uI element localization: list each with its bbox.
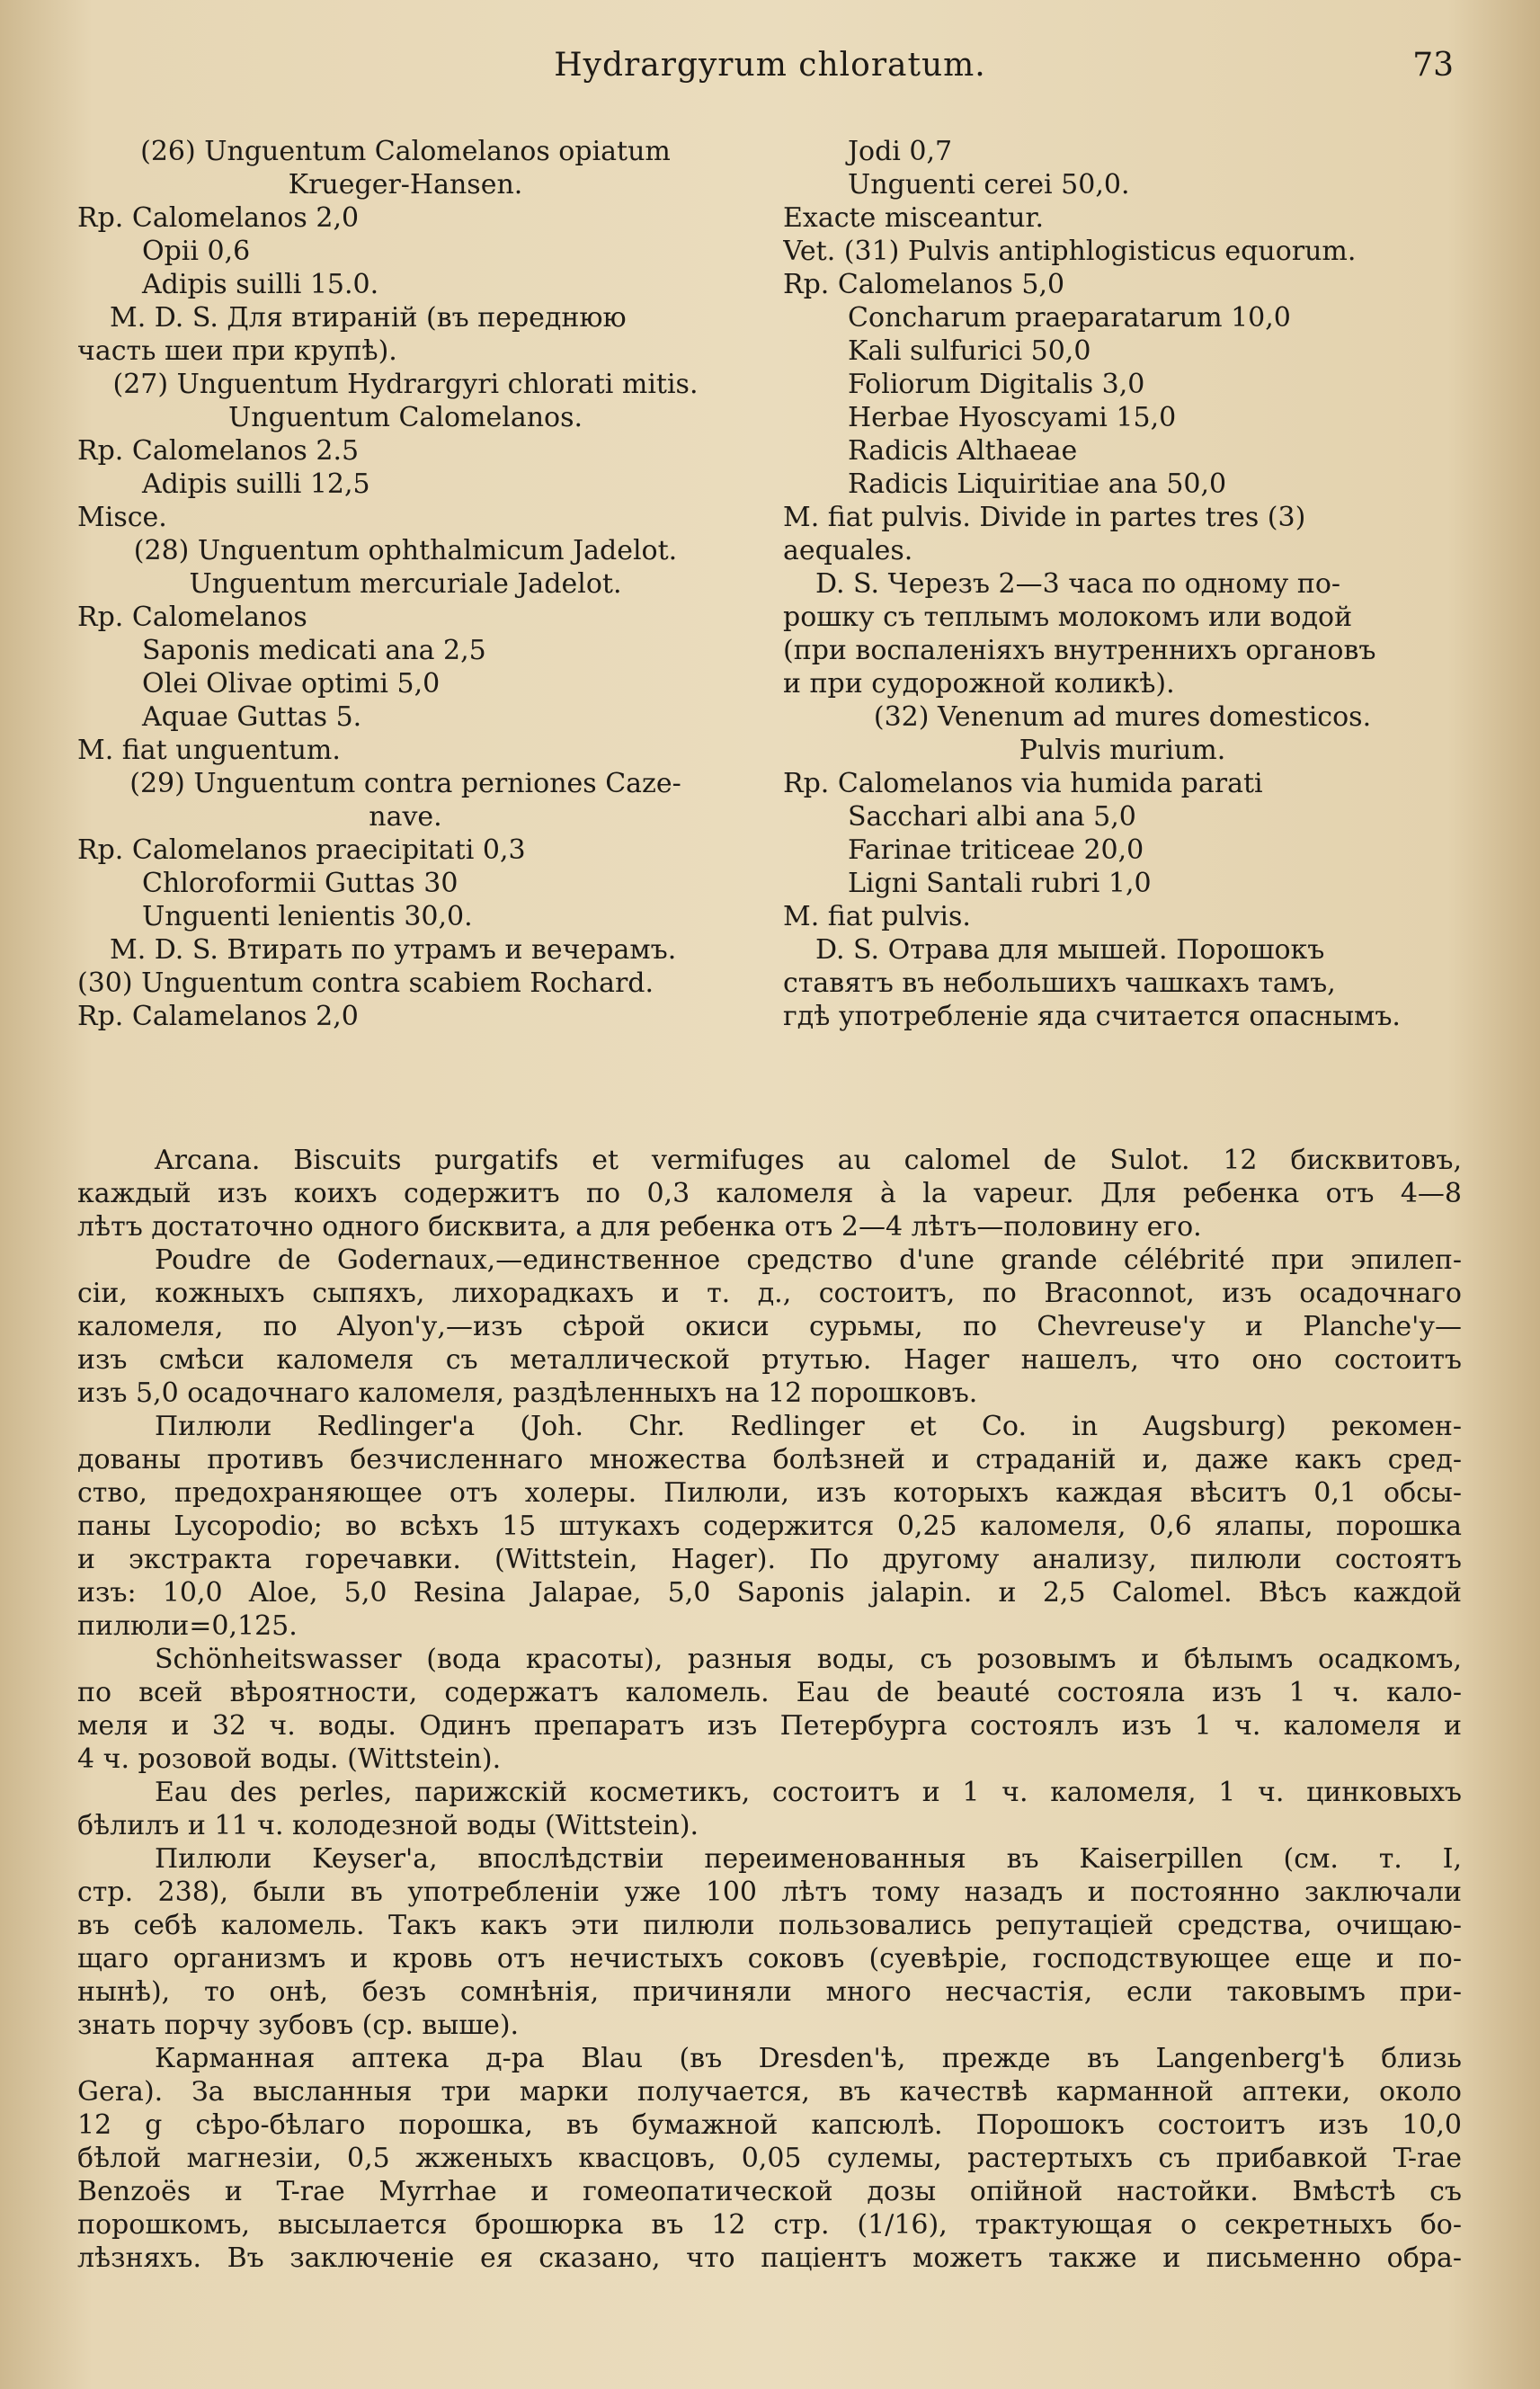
recipe-line: nave. [369,801,442,833]
recipe-line: Krueger-Hansen. [288,169,523,201]
recipe-line: (32) Venenum ad mures domesticos. [873,701,1372,733]
prose-line: меля и 32 ч. воды. Одинъ препаратъ изъ Петербурга состоялъ изъ 1 ч. каломеля и [77,1710,1462,1742]
recipe-line: Unguentum mercuriale Jadelot. [189,568,622,600]
recipe-line: M. fiat pulvis. [783,901,971,932]
recipe-line: M. fiat unguentum. [77,735,341,766]
prose-line: изъ: 10,0 Aloe, 5,0 Resina Jalapae, 5,0 Saponis jalapin. и 2,5 Calomel. Вѣсъ каждой [77,1577,1462,1609]
recipe-line: aequales. [783,535,913,566]
prose-line: 4 ч. розовой воды. (Wittstein). [77,1743,502,1775]
recipe-line: Radicis Althaeae [848,435,1078,467]
recipe-line: рошку съ теплымъ молокомъ или водой [783,602,1353,633]
recipe-line: Unguenti cerei 50,0. [848,169,1130,201]
prose-line: нынѣ), то онѣ, безъ сомнѣнія, причиняли много несчастія, если таковымъ при- [77,1976,1462,2008]
recipe-line: Ligni Santali rubri 1,0 [848,868,1152,899]
prose-line: и экстракта горечавки. (Wittstein, Hager). По другому анализу, пилюли состоятъ [77,1544,1462,1575]
recipe-line: Unguenti lenientis 30,0. [142,901,473,932]
recipe-line: Rp. Calamelanos 2,0 [77,1001,359,1032]
recipe-line: (при воспаленіяхъ внутреннихъ органовъ [783,635,1376,666]
prose-line: Arcana. Biscuits purgatifs et vermifuges au calomel de Sulot. 12 бисквитовъ, [155,1145,1462,1176]
recipe-line: Herbae Hyoscyami 15,0 [848,402,1177,433]
recipe-line: Jodi 0,7 [848,136,953,167]
recipe-line: часть шеи при крупѣ). [77,335,397,367]
recipe-line: Rp. Calomelanos via humida parati [783,768,1263,799]
recipe-line: Olei Olivae optimi 5,0 [142,668,441,700]
recipe-line: Vet. (31) Pulvis antiphlogisticus equorum. [783,236,1357,267]
prose-line: лѣзняхъ. Въ заключеніе ея сказано, что паціентъ можетъ также и письменно обра- [77,2242,1462,2274]
prose-line: въ себѣ каломель. Такъ какъ эти пилюли пользовались репутаціей средства, очищаю- [77,1910,1462,1941]
recipe-line: (26) Unguentum Calomelanos opiatum [140,136,671,167]
recipe-line: Rp. Calomelanos 5,0 [783,269,1065,300]
page-number: 73 [1412,47,1454,84]
prose-line: дованы противъ безчисленнаго множества болѣзней и страданій и, даже какъ сред- [77,1444,1462,1475]
recipe-line: и при судорожной коликѣ). [783,668,1175,700]
prose-line: изъ смѣси каломеля съ металлической ртутью. Hager нашелъ, что оно состоитъ [77,1344,1462,1376]
recipe-line: Concharum praeparatarum 10,0 [848,302,1291,334]
prose-section [77,1144,1462,2275]
recipe-line: Rp. Calomelanos praecipitati 0,3 [77,834,526,866]
recipe-line: Saponis medicati ana 2,5 [142,635,486,666]
prose-line: порошкомъ, высылается брошюрка въ 12 стр. (1/16), трактующая о секретныхъ бо- [77,2209,1462,2241]
prose-line: Eau des perles, парижскій косметикъ, состоитъ и 1 ч. каломеля, 1 ч. цинковыхъ [155,1777,1462,1808]
prose-line: сіи, кожныхъ сыпяхъ, лихорадкахъ и т. д., состоитъ, по Braconnot, изъ осадочнаго [77,1278,1462,1309]
recipe-line: (28) Unguentum ophthalmicum Jadelot. [133,535,678,566]
running-title: Hydrargyrum chloratum. [554,47,986,84]
prose-line: Benzoës и T-rae Myrrhae и гомеопатической дозы опійной настойки. Вмѣстѣ съ [77,2176,1462,2207]
recipe-line: Adipis suilli 12,5 [142,468,370,500]
recipe-line: Exacte misceantur. [783,202,1045,234]
recipe-line: Aquae Guttas 5. [142,701,362,733]
prose-line: каждый изъ коихъ содержитъ по 0,3 каломеля à la vapeur. Для ребенка отъ 4—8 [77,1178,1462,1209]
prose-line: Gera). За высланныя три марки получается, въ качествѣ карманной аптеки, около [77,2076,1462,2108]
recipe-line: (30) Unguentum contra scabiem Rochard. [77,967,654,999]
prose-line: бѣлилъ и 11 ч. колодезной воды (Wittstein). [77,1810,699,1841]
recipe-line: (27) Unguentum Hydrargyri chlorati mitis. [112,369,699,400]
recipe-line: Radicis Liquiritiae ana 50,0 [848,468,1227,500]
prose-line: знать порчу зубовъ (ср. выше). [77,2010,520,2041]
recipe-line: Rp. Calomelanos 2,0 [77,202,360,234]
recipe-line: Adipis suilli 15.0. [142,269,379,300]
recipe-line: Unguentum Calomelanos. [227,402,583,433]
recipe-line: M. fiat pulvis. Divide in partes tres (3) [783,502,1306,533]
prose-line: Пилюли Keyser'а, впослѣдствіи переименованныя въ Kaiserpillen (см. т. I, [155,1843,1462,1875]
prose-line: паны Lycopodio; во всѣхъ 15 штукахъ содержится 0,25 каломеля, 0,6 ялапы, порошка [77,1511,1462,1542]
right-column [783,135,1462,1033]
recipe-line: Rp. Calomelanos 2.5 [77,435,360,467]
prose-line: щаго организмъ и кровь отъ нечистыхъ соковъ (суевѣріе, господствующее еще и по- [77,1943,1462,1974]
recipe-line: Pulvis murium. [1019,735,1226,766]
prose-line: 12 g сѣро-бѣлаго порошка, въ бумажной капсюлѣ. Порошокъ состоитъ изъ 10,0 [77,2109,1462,2141]
recipe-line: ставятъ въ небольшихъ чашкахъ тамъ, [783,967,1336,999]
recipe-line: Rp. Calomelanos [77,602,307,633]
running-head [0,47,1540,92]
prose-line: изъ 5,0 осадочнаго каломеля, раздѣленныхъ на 12 порошковъ. [77,1377,978,1409]
recipe-line: Chloroformii Guttas 30 [142,868,458,899]
recipe-line: Kali sulfurici 50,0 [848,335,1091,367]
recipe-line: (29) Unguentum contra perniones Caze- [129,768,681,799]
two-column-recipes [77,135,1462,1124]
prose-line: лѣтъ достаточно одного бисквита, а для ребенка отъ 2—4 лѣтъ—половину его. [77,1211,1202,1243]
prose-line: по всей вѣроятности, содержатъ каломель. Eau de beauté состояла изъ 1 ч. кало- [77,1677,1462,1708]
recipe-line: Misce. [77,502,167,533]
recipe-line: Foliorum Digitalis 3,0 [848,369,1145,400]
prose-line: каломеля, по Alyon'у,—изъ сѣрой окиси сурьмы, по Chevreuse'у и Planche'у— [77,1311,1462,1342]
recipe-line: Opii 0,6 [142,236,251,267]
left-column [77,135,734,1033]
recipe-line: гдѣ употребленіе яда считается опаснымъ. [783,1001,1401,1032]
prose-line: Карманная аптека д-ра Blau (въ Dresden'ѣ, прежде въ Langenberg'ѣ близь [155,2043,1462,2074]
prose-line: Пилюли Redlinger'а (Joh. Chr. Redlinger et Co. in Augsburg) рекомен- [155,1411,1462,1442]
recipe-line: D. S. Отрава для мышей. Порошокъ [815,934,1325,966]
recipe-line: Sacchari albi ana 5,0 [848,801,1136,833]
recipe-line: M. D. S. Для втираній (въ переднюю [110,302,627,334]
recipe-line: Farinae triticeae 20,0 [848,834,1144,866]
prose-line: Poudre de Godernaux,—единственное средство d'une grande célébrité при эпилеп- [155,1244,1462,1276]
prose-line: бѣлой магнезіи, 0,5 жженыхъ квасцовъ, 0,05 сулемы, растертыхъ съ прибавкой T-rae [77,2143,1462,2174]
recipe-line: D. S. Черезъ 2—3 часа по одному по- [815,568,1341,600]
recipe-line: M. D. S. Втирать по утрамъ и вечерамъ. [110,934,677,966]
prose-line: Schönheitswasser (вода красоты), разныя воды, съ розовымъ и бѣлымъ осадкомъ, [155,1644,1462,1675]
prose-line: пилюли=0,125. [77,1610,298,1642]
prose-line: ство, предохраняющее отъ холеры. Пилюли, изъ которыхъ каждая вѣситъ 0,1 обсы- [77,1477,1462,1509]
prose-line: стр. 238), были въ употребленіи уже 100 лѣтъ тому назадъ и постоянно заключали [77,1876,1462,1908]
